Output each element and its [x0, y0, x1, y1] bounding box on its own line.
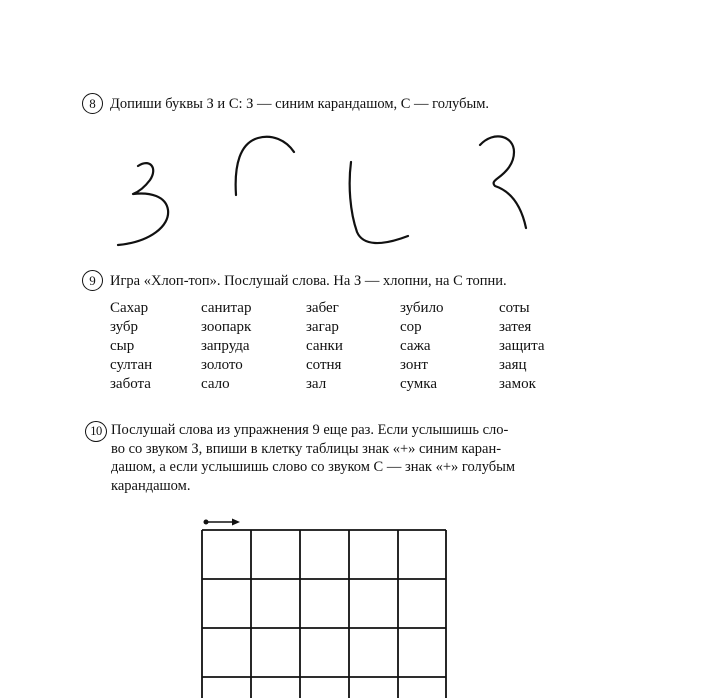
- word: зонт: [400, 357, 428, 373]
- word: сумка: [400, 376, 437, 392]
- word: забота: [110, 376, 151, 392]
- word: зоопарк: [201, 319, 252, 335]
- task-9-instruction: Игра «Хлоп-топ». Послушай слова. На З — хлопни, на С топни.: [110, 273, 507, 289]
- task-number-8: 8: [82, 93, 103, 114]
- task-10-line-3: дашом, а если услышишь слово со звуком С — знак «+» голубым: [111, 459, 516, 475]
- word: султан: [110, 357, 153, 373]
- word: золото: [201, 357, 243, 373]
- word: санитар: [201, 300, 252, 316]
- task-8-instruction: Допиши буквы З и С: З — синим карандашом, С — голубым.: [110, 96, 490, 112]
- task-number-10: 10: [85, 421, 107, 442]
- word: сажа: [400, 338, 431, 354]
- word: замок: [499, 376, 536, 392]
- word: загар: [306, 319, 339, 335]
- word: затея: [499, 319, 532, 335]
- word: зубило: [400, 300, 444, 316]
- task-10-line-2: во со звуком З, впиши в клетку таблицы знак «+» синим каран-: [111, 440, 502, 457]
- word: сыр: [110, 338, 135, 354]
- word: забег: [306, 300, 339, 316]
- task-number-9: 9: [82, 270, 103, 291]
- word: зал: [306, 376, 327, 392]
- word: соты: [499, 300, 530, 316]
- word: санки: [306, 338, 343, 354]
- word: зубр: [110, 319, 139, 335]
- word: сотня: [306, 357, 342, 373]
- word: Сахар: [110, 300, 149, 316]
- word: заяц: [499, 357, 527, 373]
- word: запруда: [201, 338, 250, 354]
- word: сало: [201, 376, 230, 392]
- task-10-line-4: карандашом.: [111, 477, 191, 494]
- word: защита: [499, 338, 545, 354]
- direction-arrow-icon: [204, 519, 241, 526]
- answer-grid: [202, 530, 446, 698]
- word: сор: [400, 319, 422, 335]
- task-10-line-1: Послушай слова из упражнения 9 еще раз. Если услышишь сло-: [111, 422, 509, 438]
